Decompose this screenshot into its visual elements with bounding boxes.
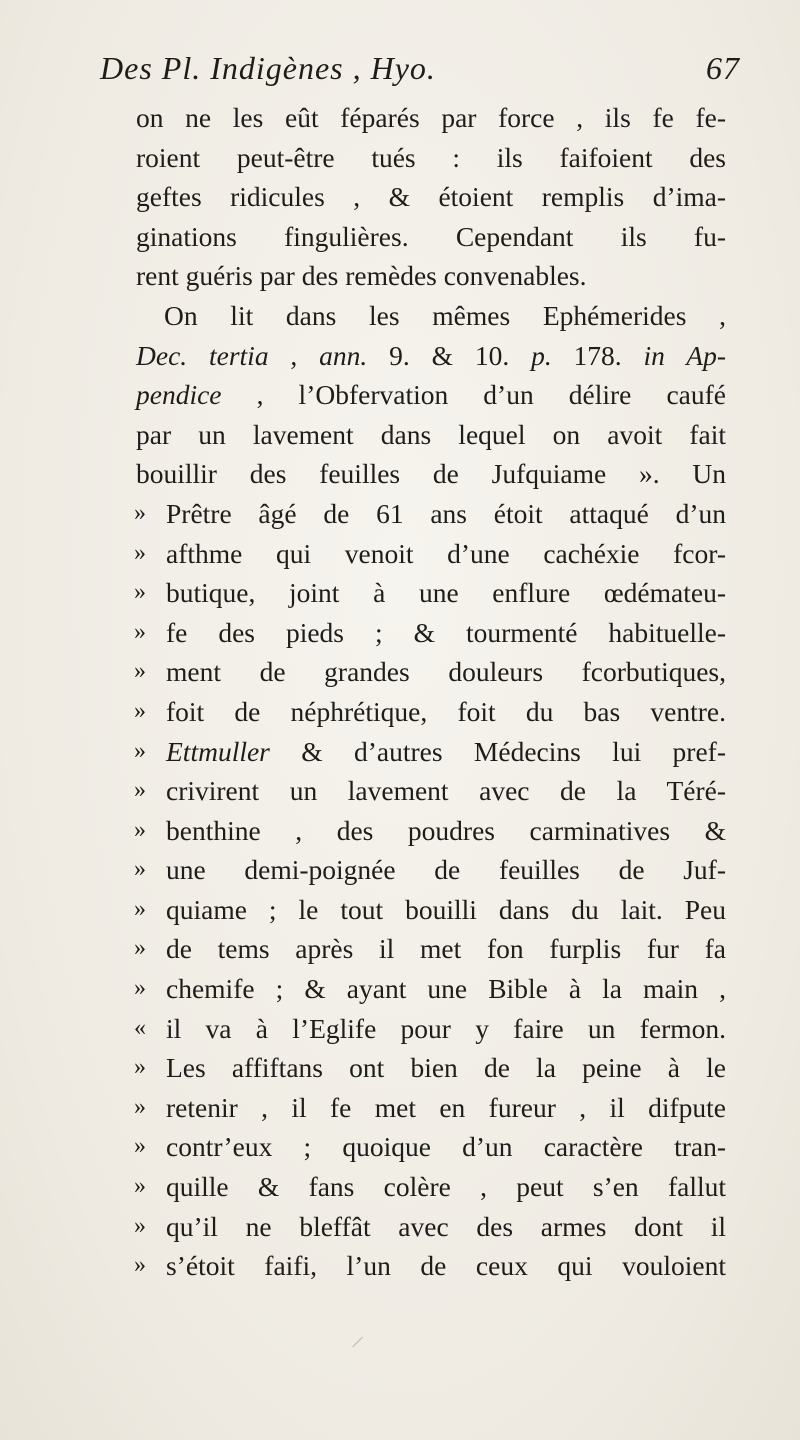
text-line — [136, 692, 726, 732]
quote-mark: » — [134, 658, 146, 685]
quote-mark: » — [134, 895, 146, 922]
text-segment: quiame ; le tout bouilli dans du lait. Peu — [166, 893, 726, 925]
text-line — [136, 1009, 726, 1049]
text-segment: il va à l’Eglife pour y faire un fermon. — [166, 1012, 726, 1044]
text-segment: ginations fingulières. Cependant ils fu- — [136, 220, 726, 252]
text-segment: chemife ; & ayant une Bible à la main , — [166, 973, 726, 1005]
text-line — [136, 336, 726, 376]
text-segment: rent guéris par des remèdes convenables. — [136, 260, 587, 292]
italic-text: p. — [531, 339, 552, 371]
text-segment: de tems après il met fon furplis fur fa — [166, 933, 726, 965]
text-line — [136, 534, 726, 574]
text-line — [136, 1127, 726, 1167]
text-segment: , — [268, 339, 320, 371]
quote-mark: » — [134, 737, 146, 764]
quote-mark: » — [134, 539, 146, 566]
text-line — [136, 256, 726, 296]
quote-mark: » — [134, 856, 146, 883]
italic-text: pendice — [136, 379, 222, 411]
text-segment: on ne les eût féparés par force , ils fe fe- — [136, 102, 726, 133]
text-segment: geftes ridicules , & étoient remplis d’ima- — [136, 181, 726, 213]
text-line — [136, 415, 726, 455]
running-head — [100, 50, 740, 96]
text-line — [136, 850, 726, 890]
text-segment: 9. & 10. — [367, 339, 532, 371]
text-line — [136, 573, 726, 613]
text-line — [136, 1048, 726, 1088]
quote-mark: » — [134, 499, 146, 526]
text-line — [136, 296, 726, 336]
text-segment: foit de néphrétique, foit du bas ventre. — [166, 695, 726, 727]
text-segment: On lit dans les mêmes Ephémerides , — [164, 299, 726, 331]
running-head-title: Des Pl. Indigènes , Hyo. — [100, 50, 436, 86]
text-segment: roient peut-être tués : ils faifoient des — [136, 141, 726, 173]
text-line — [136, 454, 726, 494]
italic-text: Ettmuller — [166, 735, 270, 767]
quote-mark: » — [134, 1173, 146, 1200]
quote-mark: » — [134, 579, 146, 606]
text-line — [136, 375, 726, 415]
text-segment: crivirent un lavement avec de la Téré- — [166, 775, 726, 807]
quote-mark: » — [134, 777, 146, 804]
text-segment: bouillir des feuilles de Jufquiame ». Un — [136, 458, 726, 490]
text-segment: quille & fans colère , peut s’en fallut — [166, 1171, 726, 1203]
text-line — [136, 732, 726, 772]
text-line — [136, 1088, 726, 1128]
text-line — [136, 890, 726, 930]
text-segment: afthme qui venoit d’une cachéxie fcor- — [166, 537, 726, 569]
text-line — [136, 98, 726, 138]
italic-text: in Ap- — [643, 339, 726, 371]
quote-mark: » — [134, 816, 146, 843]
page-number: 67 — [706, 50, 740, 86]
text-line — [136, 652, 726, 692]
text-segment: 178. — [551, 339, 644, 371]
quote-mark: » — [134, 1093, 146, 1120]
text-line — [136, 613, 726, 653]
text-segment: butique, joint à une enflure œdémateu- — [166, 577, 726, 609]
body-text — [136, 98, 726, 1286]
quote-mark: » — [134, 1133, 146, 1160]
text-segment: Prêtre âgé de 61 ans étoit attaqué d’un — [166, 497, 726, 529]
italic-text: ann. — [319, 339, 368, 371]
text-segment: & d’autres Médecins lui pref- — [269, 735, 726, 767]
text-line — [136, 771, 726, 811]
quote-mark: » — [134, 618, 146, 645]
quote-mark: » — [134, 1212, 146, 1239]
text-segment: benthine , des poudres carminatives & — [166, 814, 726, 846]
quote-mark: » — [134, 975, 146, 1002]
text-segment: fe des pieds ; & tourmenté habituelle- — [166, 616, 726, 648]
quote-mark: « — [134, 1014, 146, 1041]
text-segment: par un lavement dans lequel on avoit fait — [136, 418, 726, 450]
text-line — [136, 969, 726, 1009]
quote-mark: » — [134, 1054, 146, 1081]
text-segment: , l’Obfervation d’un délire caufé — [221, 379, 726, 411]
text-segment: retenir , il fe met en fureur , il difpute — [166, 1091, 726, 1123]
text-line — [136, 929, 726, 969]
text-segment: une demi-poignée de feuilles de Juf- — [166, 854, 726, 886]
text-line — [136, 1167, 726, 1207]
italic-text: Dec. tertia — [136, 339, 269, 371]
text-line — [136, 811, 726, 851]
quote-mark: » — [134, 935, 146, 962]
text-segment: s’étoit faifi, l’un de ceux qui vouloient — [166, 1250, 726, 1282]
text-line — [136, 1207, 726, 1247]
text-line — [136, 217, 726, 257]
quote-mark: » — [134, 1252, 146, 1279]
text-line — [136, 494, 726, 534]
text-segment: contr’eux ; quoique d’un caractère tran- — [166, 1131, 726, 1163]
text-segment: ment de grandes douleurs fcorbutiques, — [166, 656, 726, 688]
text-segment: qu’il ne bleffât avec des armes dont il — [166, 1210, 726, 1242]
paper-mark — [352, 1337, 373, 1358]
text-line — [136, 138, 726, 178]
text-line — [136, 1246, 726, 1286]
text-line — [136, 177, 726, 217]
text-segment: Les affiftans ont bien de la peine à le — [166, 1052, 726, 1084]
quote-mark: » — [134, 697, 146, 724]
